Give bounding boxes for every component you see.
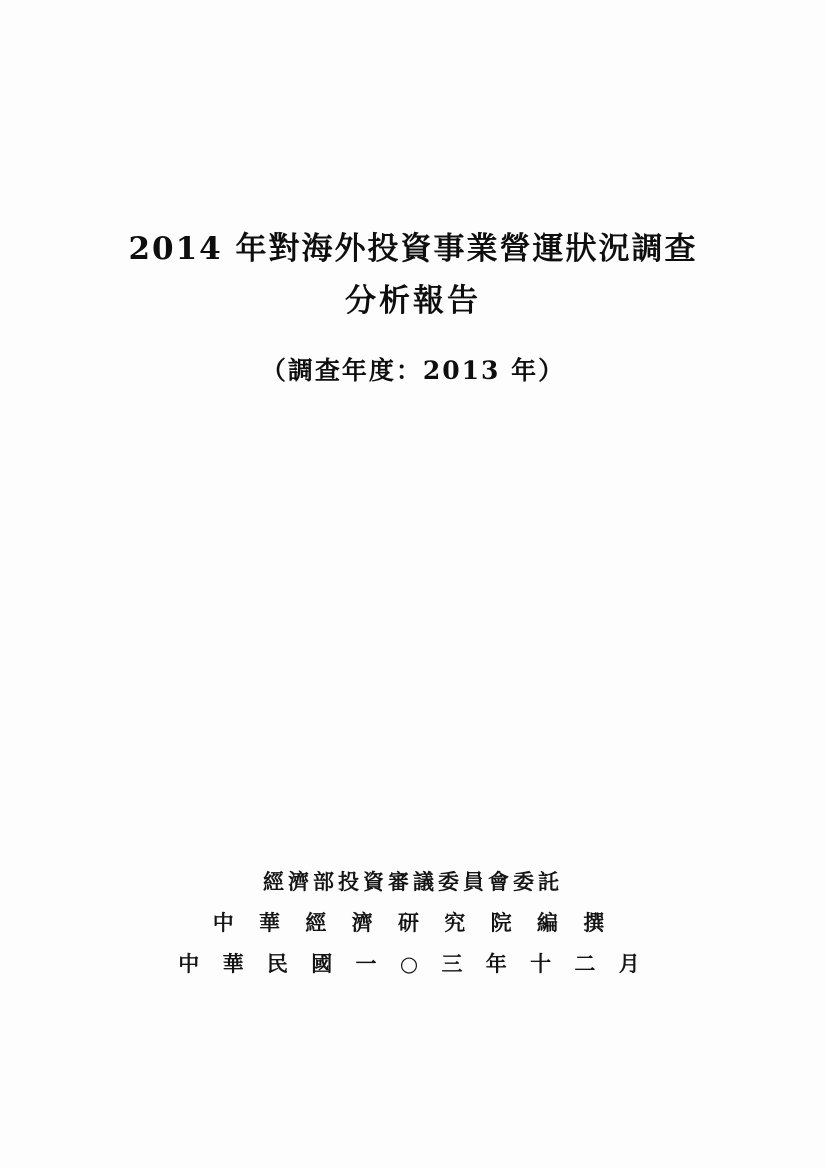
page-title-line-1: 2014 年對海外投資事業營運狀況調查 xyxy=(128,231,698,267)
imprint-block xyxy=(0,862,826,985)
title-block xyxy=(0,225,826,387)
page-subtitle: （調查年度：2013 年） xyxy=(260,356,566,386)
page-title-line-2: 分析報告 xyxy=(345,283,481,320)
imprint-commissioner: 經濟部投資審議委員會委託 xyxy=(263,869,563,894)
imprint-date: 中 華 民 國 一 ○ 三 年 十 二 月 xyxy=(178,950,648,976)
imprint-compiler: 中 華 經 濟 研 究 院 編 撰 xyxy=(212,909,614,935)
